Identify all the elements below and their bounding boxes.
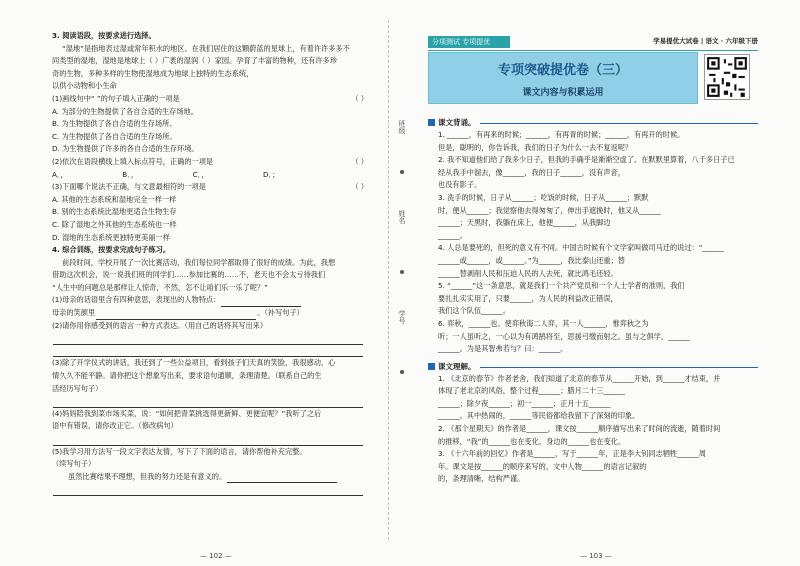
subquestion-2: (2)请你用你感受到的语言一种方式表达。（用自己的话将其写出来） xyxy=(52,320,268,330)
right-page xyxy=(428,30,758,550)
subquestion-3: (3)下面哪个说法不正确，与文意最相符的一项是 xyxy=(52,182,206,192)
comprehension-item: 1. 《北京的春节》作者老舍，我们知道了北京的春节从______开始，到______才结束，并 xyxy=(438,373,721,383)
gutter-dot xyxy=(400,270,404,274)
answer-paren[interactable]: （ ） xyxy=(351,93,368,103)
answer-paren[interactable]: （ ） xyxy=(351,182,368,192)
title-box xyxy=(428,52,698,104)
recite-item: 6. 弈秋，______也。使弈秋诲二人弈，其一人______，惟弈秋之为 xyxy=(438,318,649,328)
option: D．； xyxy=(263,169,280,179)
answer-paren[interactable]: （ ） xyxy=(351,156,368,166)
subquestion-1: (1)画线句中“ ”的句子填入正确的一项是 xyxy=(52,93,180,103)
passage-line: 同类型的湿地，湿地是地球上（ ）广袤的湿润（ ）家园。孕育了丰富的物种，还有许多珍 xyxy=(52,56,337,66)
recite-item: 5. “______”这一条意思，就是我们一个共产党员和一个人士学者的准则，我们 xyxy=(438,281,685,291)
answer-line[interactable] xyxy=(53,349,363,357)
answer-line[interactable] xyxy=(53,400,363,408)
option: B. 别的生态系统比湿地更适合生物生存 xyxy=(52,207,177,217)
recite-item: ______或______，或______。”为______，我比泰山还重；替 xyxy=(438,255,626,265)
subquestion-5: (5)我学习用方法写一段文字表达友情，写下了下面的语言，请你帮他补充完整。 xyxy=(52,446,307,456)
recite-item: 4. 人总是要死的，但死的意义有不同。中国古时候有个文学家叫做司马迁的说过：“______ xyxy=(438,243,724,253)
student-id-label: 学号 xyxy=(398,310,406,324)
comprehension-item: 的，条理清晰，结构严谨。 xyxy=(438,474,525,484)
recite-item: 2. 我不知道他们给了我多少日子，但我的手确乎是渐渐空虚了。在默默里算着，八千多日子已 xyxy=(438,155,735,165)
passage-line: “湿地”是指地表过湿或常年积水的地区。在我们居住的这颗蔚蓝的星球上，有着许许多多不 xyxy=(62,43,350,53)
recite-item: 我们这个队伍______。 xyxy=(438,306,510,316)
subquestion-4: (4)妈妈陪我到菜市场买菜，说：“如何把青菜挑选得更新鲜、更便宜呢？”我听了之后 xyxy=(52,408,322,418)
option: C．， xyxy=(192,169,209,179)
section-rule xyxy=(480,123,758,124)
option: C. 为生物提供了各自合适的生存场所。 xyxy=(52,131,177,141)
binding-gutter xyxy=(388,20,416,540)
option: A. 其他的生态系统和湿地完全一样一样 xyxy=(52,194,177,204)
recite-item: ______；天黑时，我躺在床上，他便______，从我脚边 xyxy=(438,218,611,228)
answer-blank[interactable] xyxy=(227,475,337,483)
question-3-title: 3. 阅读语段，按要求进行选择。 xyxy=(52,31,156,40)
recite-item: ______。 xyxy=(438,230,467,240)
subquestion-3: (3)除了开学仪式的讲话，我还到了一些公益项目，看到孩子们天真的笑脸，我很感动，心 xyxy=(52,358,336,368)
comprehension-item: 的推移，“我”的______也在变化，身边的______也在变化。 xyxy=(438,436,626,446)
recite-item: 也没有影子。 xyxy=(438,180,482,190)
subquestion-1-tail: 母亲的笑颜里 xyxy=(52,308,96,318)
recite-item: ______。为是其智弗若与？曰：______。 xyxy=(438,344,568,354)
subquestion-5-text: 虽然比赛结果不理想，但我的努力还是有意义的。 xyxy=(68,471,227,481)
subquestion-5-line: （续写句子） xyxy=(52,459,96,469)
recite-item: 但是，聪明的，你告诉我，我们的日子为什么一去不复返呢？ xyxy=(438,142,633,152)
page-number: — 102 — xyxy=(200,552,232,560)
square-icon xyxy=(428,363,435,370)
comprehension-item: 年。课文是按______的顺序来写的，文中人物______的语言记叙的 xyxy=(438,461,647,471)
class-label: 班级 xyxy=(398,120,406,134)
section-title: 课文理解。 xyxy=(438,361,476,371)
paper-subtitle: 课文内容与积累运用 xyxy=(522,87,604,98)
comprehension-item: 体现了老北京的风俗，整个过程______；腊月二十三______ xyxy=(438,386,625,396)
section-rule xyxy=(480,367,758,368)
question-4-title: 4. 综合训练，按要求完成句子练习。 xyxy=(52,245,171,255)
option: A. 为部分的生物提供了各自合适的生存场地。 xyxy=(52,106,198,116)
section-comprehension xyxy=(428,360,758,373)
recite-item: 时，便从______；我觉察他去得匆匆了，伸出手遮挽时，他又从______ xyxy=(438,205,661,215)
page-number: — 103 — xyxy=(580,552,612,560)
passage-line: 以供小动物和小生命 xyxy=(52,81,117,91)
recite-item: 要扎扎实实用了，只要______，为人民的利益改正错误， xyxy=(438,293,618,303)
comprehension-item: 3. 《十六年前的回忆》作者是______，写于______年，正是李大钊同志牺牲______周 xyxy=(438,449,706,459)
recite-item: 经从我手中溜去，像______，我的日子______，没有声音， xyxy=(438,167,625,177)
comprehension-item: 2. 《那个星期天》的作者是______，课文按______顺序描写出来了时间的流逝，随着时间 xyxy=(438,424,721,434)
gutter-dot xyxy=(400,370,404,374)
qr-code-icon xyxy=(704,54,750,100)
subquestion-2: (2)依次在语段横线上填入标点符号，正确的一项是 xyxy=(52,156,214,166)
subquestion-3-line: 活经历写句子） xyxy=(52,383,103,393)
answer-line[interactable] xyxy=(53,488,363,496)
option: A．， xyxy=(52,169,68,179)
recite-item: 1. ______，有再来的时候；______，有再青的时候；______，有再开的时候。 xyxy=(438,130,685,139)
header-banner xyxy=(428,30,758,108)
option: D. 湿地的生态系统更独特更美丽一样 xyxy=(52,232,170,242)
section-recite xyxy=(428,116,758,129)
option: B．， xyxy=(122,169,139,179)
comprehension-item: ______；除夕夜______；初一______；正月十五______ xyxy=(438,398,611,408)
option: D. 为生物提供了许多的各自合适的生存环境。 xyxy=(52,144,199,154)
note: 。（补写句子） xyxy=(257,308,304,318)
answer-blank[interactable] xyxy=(221,299,301,307)
subquestion-4-line: 语中有错误，请你改正它。（修改病句） xyxy=(52,421,178,431)
recite-item: 听；一人虽听之，一心以为有鸿鹄将至，思援弓缴而射之。虽与之俱学，______ xyxy=(438,331,690,341)
paper-title: 专项突破提优卷（三） xyxy=(497,63,628,78)
option: C. 除了湿地之外其他的生态系统也一样 xyxy=(52,219,177,229)
comprehension-item: ______。其中热闹的，______等民俗都给我留下了深刻的印象。 xyxy=(438,411,640,421)
answer-line[interactable] xyxy=(53,438,363,446)
option: B. 为生物提供了各自合适的生存场所。 xyxy=(52,119,177,129)
passage-line: 前段时间，学校开展了一次比赛活动，我们每位同学都取得了很好的成绩。为此，我想 xyxy=(62,257,336,267)
section-title: 课文背诵。 xyxy=(438,118,476,127)
passage-line: 奇的生物，多种多样的生物使湿地成为地球上独特的生态系统， xyxy=(52,68,254,78)
passage-line: 借助这次机会，说一说我们班的同学们……参加比赛的……不，老天也不会太亏待我们 xyxy=(52,270,326,280)
subquestion-3-line: 情久久不能平静。请你把这个想象写出来，要求语句通顺，条理清楚。（联系自己的生 xyxy=(52,371,322,381)
recite-item: ______替剥削人民和压迫人民的人去死，就比鸿毛还轻。 xyxy=(438,268,618,278)
answer-blank[interactable] xyxy=(96,312,256,320)
square-icon xyxy=(428,119,435,126)
section-tag: 分项测试 专项提优 xyxy=(428,36,510,48)
book-title: 学易提优大试卷 | 语文 · 六年级下册 xyxy=(653,37,758,45)
left-page xyxy=(52,30,374,550)
recite-item: 3. 洗手的时候，日子从______；吃饭的时候，日子从______；默默 xyxy=(438,192,649,202)
answer-line[interactable] xyxy=(53,337,363,345)
name-label: 姓名 xyxy=(398,210,406,224)
passage-line: “人生中的问题总是那样让人惊奇，不然，怎不让咱们乐一乐了呢？” xyxy=(52,282,268,292)
header-rule xyxy=(428,50,758,51)
subquestion-1: (1)母亲的话语里含有四种意思，表现出的人物特点： xyxy=(52,295,221,305)
gutter-dot xyxy=(400,170,404,174)
